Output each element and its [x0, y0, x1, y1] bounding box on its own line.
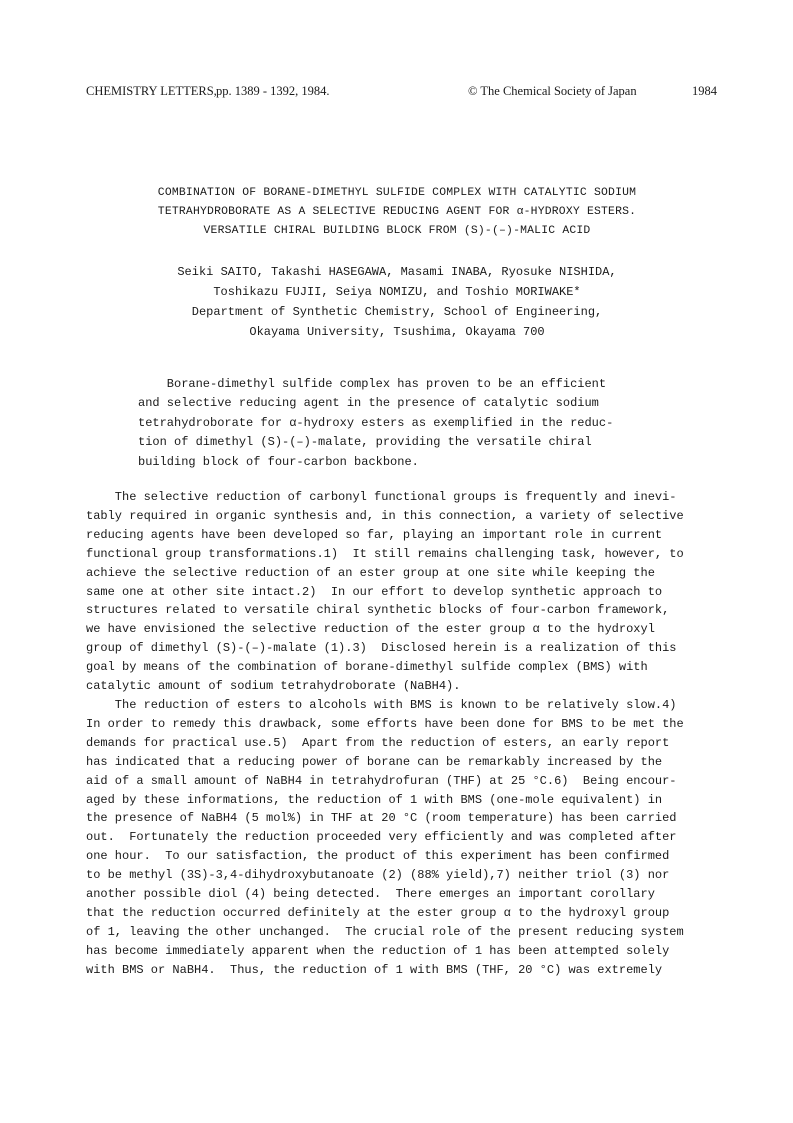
body-line: The selective reduction of carbonyl functional groups is frequently and inevi- [86, 490, 677, 504]
body-line: of 1, leaving the other unchanged. The crucial role of the present reducing system [86, 924, 684, 939]
copyright-notice: © The Chemical Society of Japan [468, 84, 637, 98]
body-line: achieve the selective reduction of an ester group at one site while keeping the [86, 565, 655, 580]
page-header [86, 84, 722, 100]
affiliation: Department of Synthetic Chemistry, School of Engineering, [191, 305, 603, 319]
body-line: another possible diol (4) being detected. There emerges an important corollary [86, 887, 655, 902]
body-line: reducing agents have been developed so far, playing an important role in current [86, 527, 663, 542]
body-line: demands for practical use.5) Apart from the reduction of esters, an early report [86, 735, 670, 750]
body-line: out. Fortunately the reduction proceeded very efficiently and was completed after [86, 830, 677, 845]
body-line: that the reduction occurred definitely at the ester group α to the hydroxyl group [86, 905, 670, 920]
body-line: has indicated that a reducing power of borane can be remarkably increased by the [86, 754, 663, 769]
body-line: group of dimethyl (S)-(–)-malate (1).3) Disclosed herein is a realization of this [86, 641, 677, 656]
body-line: functional group transformations.1) It still remains challenging task, however, to [86, 546, 684, 561]
body-line: with BMS or NaBH4. Thus, the reduction of 1 with BMS (THF, 20 °C) was extremely [86, 962, 663, 977]
body-line: has become immediately apparent when the reduction of 1 has been attempted solely [86, 943, 670, 958]
journal-name: CHEMISTRY LETTERS, [86, 84, 217, 98]
body-line: The reduction of esters to alcohols with BMS is known to be relatively slow.4) [86, 697, 677, 712]
abstract-line: and selective reducing agent in the presence of catalytic sodium [138, 396, 599, 411]
body-line: In order to remedy this drawback, some efforts have been done for BMS to be met the [86, 716, 684, 731]
author-names: Toshikazu FUJII, Seiya NOMIZU, and Toshio MORIWAKE* [213, 285, 581, 299]
publication-year: 1984 [692, 84, 717, 98]
body-line: catalytic amount of sodium tetrahydroborate (NaBH4). [86, 679, 461, 694]
affiliation: Okayama University, Tsushima, Okayama 700 [249, 325, 545, 339]
body-line: aged by these informations, the reduction of 1 with BMS (one-mole equivalent) in [86, 792, 663, 807]
body-line: one hour. To our satisfaction, the product of this experiment has been confirmed [86, 849, 670, 864]
body-text [86, 488, 726, 980]
title-line: VERSATILE CHIRAL BUILDING BLOCK FROM (S)-(–)-MALIC ACID [203, 225, 591, 237]
body-line: the presence of NaBH4 (5 mol%) in THF at 20 °C (room temperature) has been carried [86, 811, 677, 826]
title-line: TETRAHYDROBORATE AS A SELECTIVE REDUCING AGENT FOR α-HYDROXY ESTERS. [157, 206, 637, 218]
abstract-line: building block of four-carbon backbone. [138, 454, 419, 469]
title-line: COMBINATION OF BORANE-DIMETHYL SULFIDE COMPLEX WITH CATALYTIC SODIUM [157, 187, 637, 199]
abstract [138, 375, 658, 472]
body-line: to be methyl (3S)-3,4-dihydroxybutanoate (2) (88% yield),7) neither triol (3) nor [86, 868, 670, 883]
page-range: pp. 1389 - 1392, 1984. [216, 84, 330, 98]
abstract-line: tetrahydroborate for α-hydroxy esters as exemplified in the reduc- [138, 415, 614, 430]
abstract-line: tion of dimethyl (S)-(–)-malate, providing the versatile chiral [138, 435, 592, 450]
abstract-line: Borane-dimethyl sulfide complex has proven to be an efficient [138, 377, 607, 391]
body-line: structures related to versatile chiral synthetic blocks of four-carbon framework, [86, 603, 670, 618]
body-line: tably required in organic synthesis and, in this connection, a variety of selective [86, 508, 684, 523]
body-line: goal by means of the combination of borane-dimethyl sulfide complex (BMS) with [86, 660, 648, 675]
body-line: we have envisioned the selective reduction of the ester group α to the hydroxyl [86, 622, 655, 637]
author-block [100, 262, 694, 342]
author-names: Seiki SAITO, Takashi HASEGAWA, Masami INABA, Ryosuke NISHIDA, [177, 265, 617, 279]
body-line: same one at other site intact.2) In our effort to develop synthetic approach to [86, 584, 663, 599]
paper-title [100, 184, 694, 241]
body-line: aid of a small amount of NaBH4 in tetrahydrofuran (THF) at 25 °C.6) Being encour- [86, 773, 677, 788]
